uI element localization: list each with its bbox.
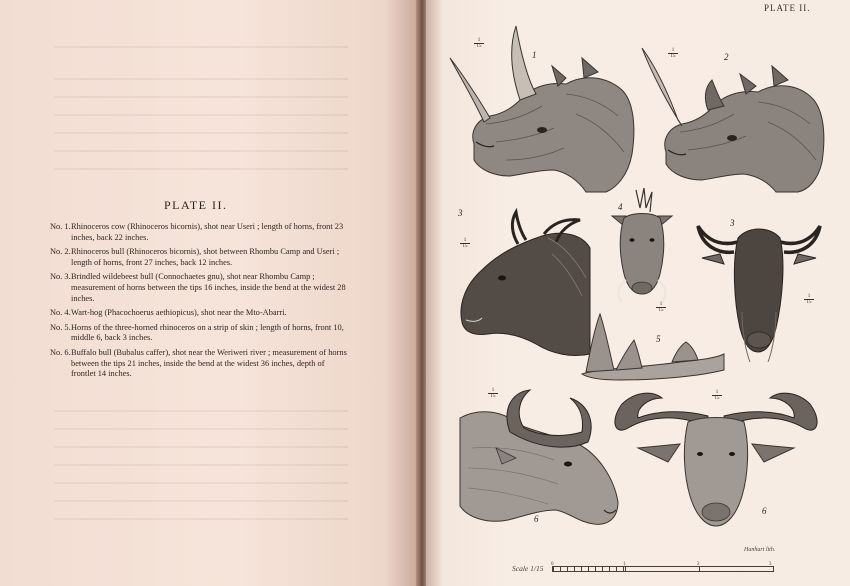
bleed-through-line bbox=[54, 500, 348, 502]
figure-number: 6 bbox=[534, 514, 539, 524]
figure-wildebeest-profile bbox=[452, 204, 592, 364]
caption-item bbox=[50, 272, 350, 304]
figure-scale-fraction bbox=[460, 238, 470, 249]
figure-scale-fraction bbox=[712, 390, 722, 401]
figure-wart-hog bbox=[606, 186, 678, 306]
scale-denominator: 15 bbox=[488, 393, 498, 399]
caption-number: No. 6. bbox=[50, 347, 71, 357]
bleed-through-line bbox=[54, 46, 348, 48]
scale-tick-label: 0 bbox=[551, 562, 554, 567]
wildebeest-profile-drawing bbox=[452, 204, 592, 364]
figure-scale-fraction bbox=[668, 48, 678, 59]
bleed-through-line bbox=[54, 446, 348, 448]
scale-denominator: 15 bbox=[656, 307, 666, 313]
scale-numerator: 1 bbox=[659, 302, 663, 307]
scale-label: Scale 1/15 bbox=[512, 564, 544, 573]
lithographer-credit: Hanhart lith. bbox=[744, 547, 776, 553]
figure-scale-fraction bbox=[804, 294, 814, 305]
bleed-through-line bbox=[54, 168, 348, 170]
rhinoceros-cow-drawing bbox=[446, 24, 636, 194]
plate-title: PLATE II. bbox=[164, 198, 228, 212]
scale-denominator: 15 bbox=[474, 43, 484, 49]
rhinoceros-bull-drawing bbox=[640, 44, 826, 194]
figure-number: 1 bbox=[532, 50, 537, 60]
figure-number: 5 bbox=[656, 334, 661, 344]
caption-text: Rhinoceros cow (Rhinoceros bicornis), shot near Useri ; length of horns, front 23 inches, back 22 inches. bbox=[71, 222, 344, 242]
figure-number: 4 bbox=[618, 202, 623, 212]
caption-item bbox=[50, 222, 350, 243]
scale-bar-division bbox=[625, 567, 626, 571]
caption-item bbox=[50, 308, 350, 319]
bleed-through-line bbox=[54, 114, 348, 116]
three-horns-drawing bbox=[580, 312, 726, 382]
caption-text: Rhinoceros bull (Rhinoceros bicornis), shot between Rhombu Camp and Useri ; length of horns, front 27 inches, back 12 inches. bbox=[71, 247, 340, 267]
buffalo-profile-drawing bbox=[458, 388, 620, 528]
scale-bar bbox=[551, 562, 774, 572]
figure-rhinoceros-cow bbox=[446, 24, 636, 194]
caption-number: No. 4. bbox=[50, 308, 71, 318]
figure-rhinoceros-bull bbox=[640, 44, 826, 194]
buffalo-front-drawing bbox=[608, 386, 824, 534]
caption-item bbox=[50, 348, 350, 380]
scale-denominator: 15 bbox=[804, 299, 814, 305]
figure-number: 6 bbox=[762, 506, 767, 516]
scale-numerator: 1 bbox=[491, 388, 495, 393]
bleed-through-line bbox=[54, 482, 348, 484]
bleed-through-line bbox=[54, 132, 348, 134]
caption-text: Brindled wildebeest bull (Connochaetes gnu), shot near Rhombu Camp ; measurement of horns between the tips 16 inches, inside the bend at the widest 28 inches. bbox=[71, 272, 346, 303]
figure-three-horns bbox=[580, 312, 726, 382]
caption-list bbox=[50, 222, 350, 384]
scale-tick-label: 2 bbox=[697, 562, 700, 567]
caption-number: No. 1. bbox=[50, 222, 71, 231]
scale-bar-subdivisions bbox=[553, 567, 625, 571]
figure-number: 2 bbox=[724, 52, 729, 62]
caption-item bbox=[50, 247, 350, 268]
bleed-through-line bbox=[54, 150, 348, 152]
scale-numerator: 1 bbox=[477, 38, 481, 43]
caption-number: No. 2. bbox=[50, 247, 71, 257]
left-page bbox=[0, 0, 418, 586]
figure-scale-fraction bbox=[474, 38, 484, 49]
figure-number: 3 bbox=[730, 218, 735, 228]
scale-bar-division bbox=[699, 567, 700, 571]
wart-hog-drawing bbox=[606, 186, 678, 306]
scale-numerator: 1 bbox=[463, 238, 467, 243]
figure-scale-fraction bbox=[488, 388, 498, 399]
caption-item bbox=[50, 323, 350, 344]
bleed-through-line bbox=[54, 464, 348, 466]
bleed-through-line bbox=[54, 518, 348, 520]
caption-text: Wart-hog (Phacochoerus aethiopicus), shot near the Mto-Abarri. bbox=[71, 308, 287, 318]
bleed-through-line bbox=[54, 428, 348, 430]
scale-denominator: 15 bbox=[668, 53, 678, 59]
caption-text: Horns of the three-horned rhinoceros on a strip of skin ; length of horns, front 10, middle 6, back 3 inches. bbox=[71, 322, 344, 343]
scale-numerator: 1 bbox=[715, 390, 719, 395]
caption-text: Buffalo bull (Bubalus caffer), shot near the Weriweri river ; measurement of horns between the tips 21 inches, inside the bend at the widest 36 inches, depth of frontlet 14 inches. bbox=[71, 347, 347, 379]
caption-number: No. 3. bbox=[50, 272, 71, 282]
bleed-through-line bbox=[54, 410, 348, 412]
bleed-through-line bbox=[54, 96, 348, 98]
scale-tick-label: 3 bbox=[769, 562, 772, 567]
caption-number: No. 5. bbox=[50, 322, 71, 332]
scale-numerator: 1 bbox=[671, 48, 675, 53]
scale-numerator: 1 bbox=[807, 294, 811, 299]
scale-denominator: 15 bbox=[712, 395, 722, 401]
scale-denominator: 15 bbox=[460, 243, 470, 249]
figure-buffalo-profile bbox=[458, 388, 620, 528]
figure-number: 3 bbox=[458, 208, 463, 218]
running-head: PLATE II. bbox=[764, 3, 811, 13]
figure-buffalo-front bbox=[608, 386, 824, 534]
bleed-through-line bbox=[54, 78, 348, 80]
scale-tick-label: 1 bbox=[623, 562, 626, 567]
